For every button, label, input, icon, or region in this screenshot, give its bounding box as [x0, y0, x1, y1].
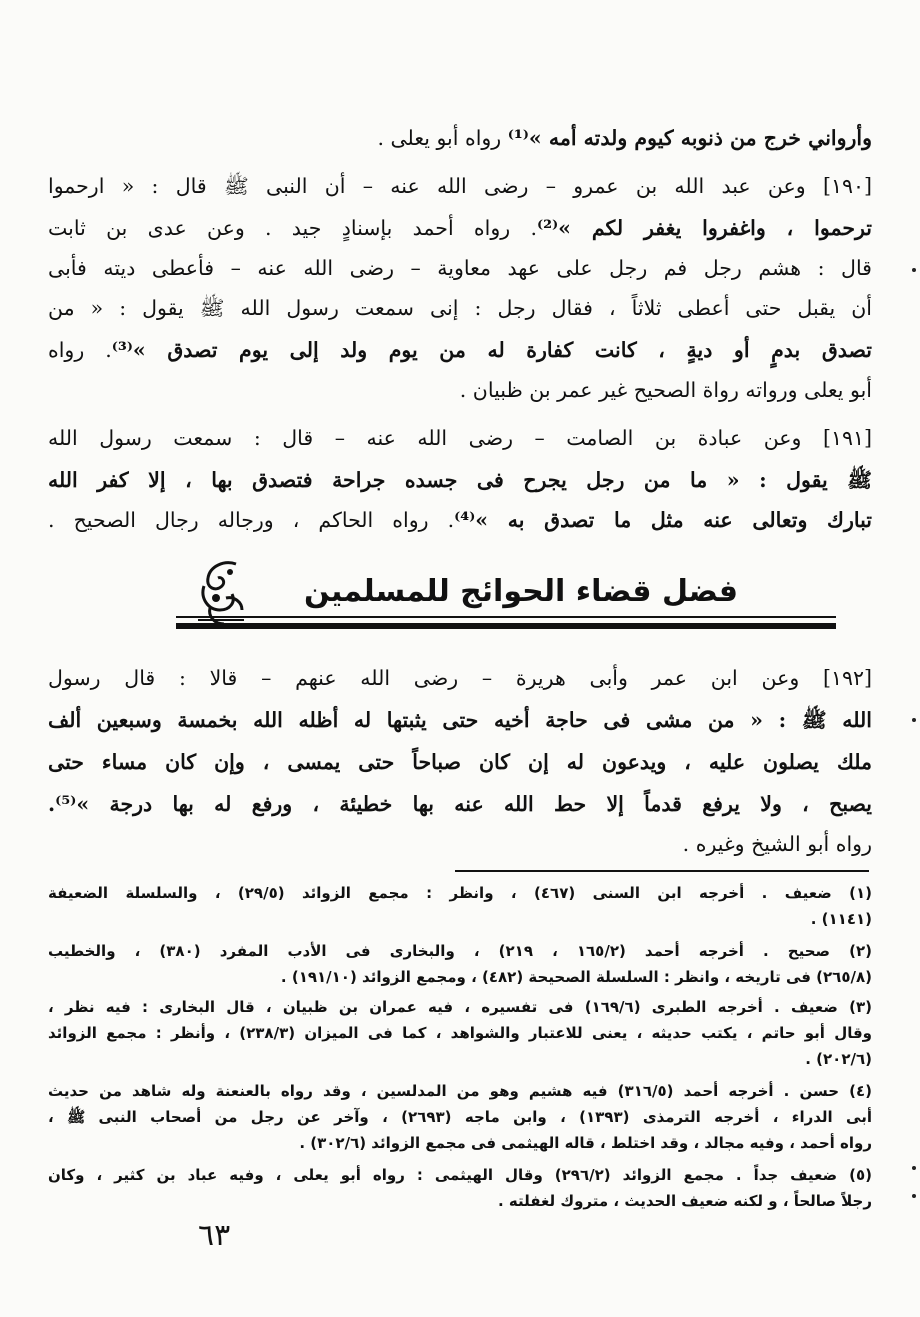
hadith-192-line: [١٩٢] وعن ابن عمر وأبى هريرة – رضى الله عنهم – قالا : قال رسول	[48, 666, 872, 690]
hadith-191-line: [١٩١] وعن عبادة بن الصامت – رضى الله عنه – قال : سمعت رسول الله	[48, 426, 872, 450]
margin-speck	[912, 268, 916, 272]
body-line: ﷺ يقول : « ما من رجل يجرح فى جسده جراحة فتصدق بها ، إلا كفر الله	[48, 468, 872, 492]
body-line: ملك يصلون عليه ، ويدعون له إن كان صباحاً حتى يمسى ، وإن كان مساء حتى	[48, 750, 872, 774]
body-line: رواه أبو الشيخ وغيره .	[682, 832, 872, 856]
footnote-line: (٢٠٢/٦) .	[805, 1050, 872, 1068]
body-line: ترحموا ، واغفروا يغفر لكم »⁽²⁾. رواه أحمد بإسنادٍ جيد . وعن عدى بن ثابت	[48, 216, 873, 240]
margin-speck	[912, 1194, 916, 1198]
footnote-rule	[455, 870, 869, 872]
footnote-line: (٢) صحيح . أخرجه أحمد (١٦٥/٢ ، ٢١٩) ، والبخارى فى الأدب المفرد (٣٨٠) ، والخطيب	[48, 942, 872, 960]
body-line: الله ﷺ : « من مشى فى حاجة أخيه حتى يثبتها له أظله الله بخمسة وسبعين ألف	[48, 708, 872, 732]
footnote-line: رجلاً صالحاً ، و لكنه ضعيف الحديث ، متروك لغفلته .	[497, 1192, 872, 1210]
footnote-line: أبى الدراء ، أخرجه الترمذى (١٣٩٣) ، وابن ماجه (٢٦٩٣) ، وآخر عن رجل من أصحاب النبى ﷺ ،	[48, 1108, 872, 1126]
footnote-line: (١١٤١) .	[810, 910, 872, 928]
heading-rule-thick	[176, 623, 836, 629]
section-title: فضل قضاء الحوائج للمسلمين	[303, 574, 738, 609]
body-line: قال : هشم رجل فم رجل على عهد معاوية – رضى الله عنه – فأعطى ديته فأبى	[48, 256, 872, 280]
hadith-190-line: [١٩٠] وعن عبد الله بن عمرو – رضى الله عنه – أن النبى ﷺ قال : « ارحموا	[48, 174, 872, 198]
footnote-line: (٣) ضعيف . أخرجه الطبرى (١٦٩/٦) فى تفسيره ، فيه عمران بن ظبيان ، قال البخارى : فيه نظر ،	[48, 998, 872, 1016]
footnote-line: وقال أبو حاتم ، يكتب حديثه ، يعنى للاعتبار والشواهد ، كما فى الميزان (٢٣٨/٣) ، وأنظر : مجمع الزوائد	[48, 1024, 872, 1042]
margin-speck	[912, 718, 916, 722]
body-line: أن يقبل حتى أعطى ثلاثاً ، فقال رجل : إنى سمعت رسول الله ﷺ يقول : « من	[48, 296, 872, 320]
margin-speck	[912, 1166, 916, 1170]
body-line: يصبح ، ولا يرفع قدماً إلا حط الله عنه بها خطيئة ، ورفع له بها درجة »⁽⁵⁾.	[48, 792, 872, 816]
heading-rule	[176, 616, 836, 618]
body-line: وأرواني خرج من ذنوبه كيوم ولدته أمه »⁽¹⁾ رواه أبو يعلى .	[377, 126, 872, 150]
page-number: ٦٣	[198, 1218, 231, 1253]
footnote-line: (٢٦٥/٨) فى تاريخه ، وانظر : السلسلة الصحيحة (٤٨٢) ، ومجمع الزوائد (١٩١/١٠) .	[280, 968, 872, 986]
body-line: أبو يعلى ورواته رواة الصحيح غير عمر بن ظبيان .	[459, 378, 872, 402]
footnote-line: (٥) ضعيف جداً . مجمع الزوائد (٢٩٦/٢) وقال الهيثمى : رواه أبو يعلى ، وفيه عباد بن كثير ، وكان	[48, 1166, 872, 1184]
section-heading	[176, 558, 836, 658]
footnote-line: رواه أحمد ، وفيه مجالد ، وقد اختلط ، قاله الهيثمى فى مجمع الزوائد (٣٠٢/٦) .	[299, 1134, 872, 1152]
footnote-line: (١) ضعيف . أخرجه ابن السنى (٤٦٧) ، وانظر : مجمع الزوائد (٢٩/٥) ، والسلسلة الضعيفة	[48, 884, 872, 902]
body-line: تبارك وتعالى عنه مثل ما تصدق به »⁽⁴⁾. رواه الحاكم ، ورجاله رجال الصحيح .	[48, 508, 872, 532]
body-line: تصدق بدمٍ أو ديةٍ ، كانت كفارة له من يوم ولد إلى يوم تصدق »⁽³⁾. رواه	[48, 338, 872, 362]
footnote-line: (٤) حسن . أخرجه أحمد (٣١٦/٥) فيه هشيم وهو من المدلسين ، وقد رواه بالعنعنة وله شاهد من حديث	[48, 1082, 872, 1100]
